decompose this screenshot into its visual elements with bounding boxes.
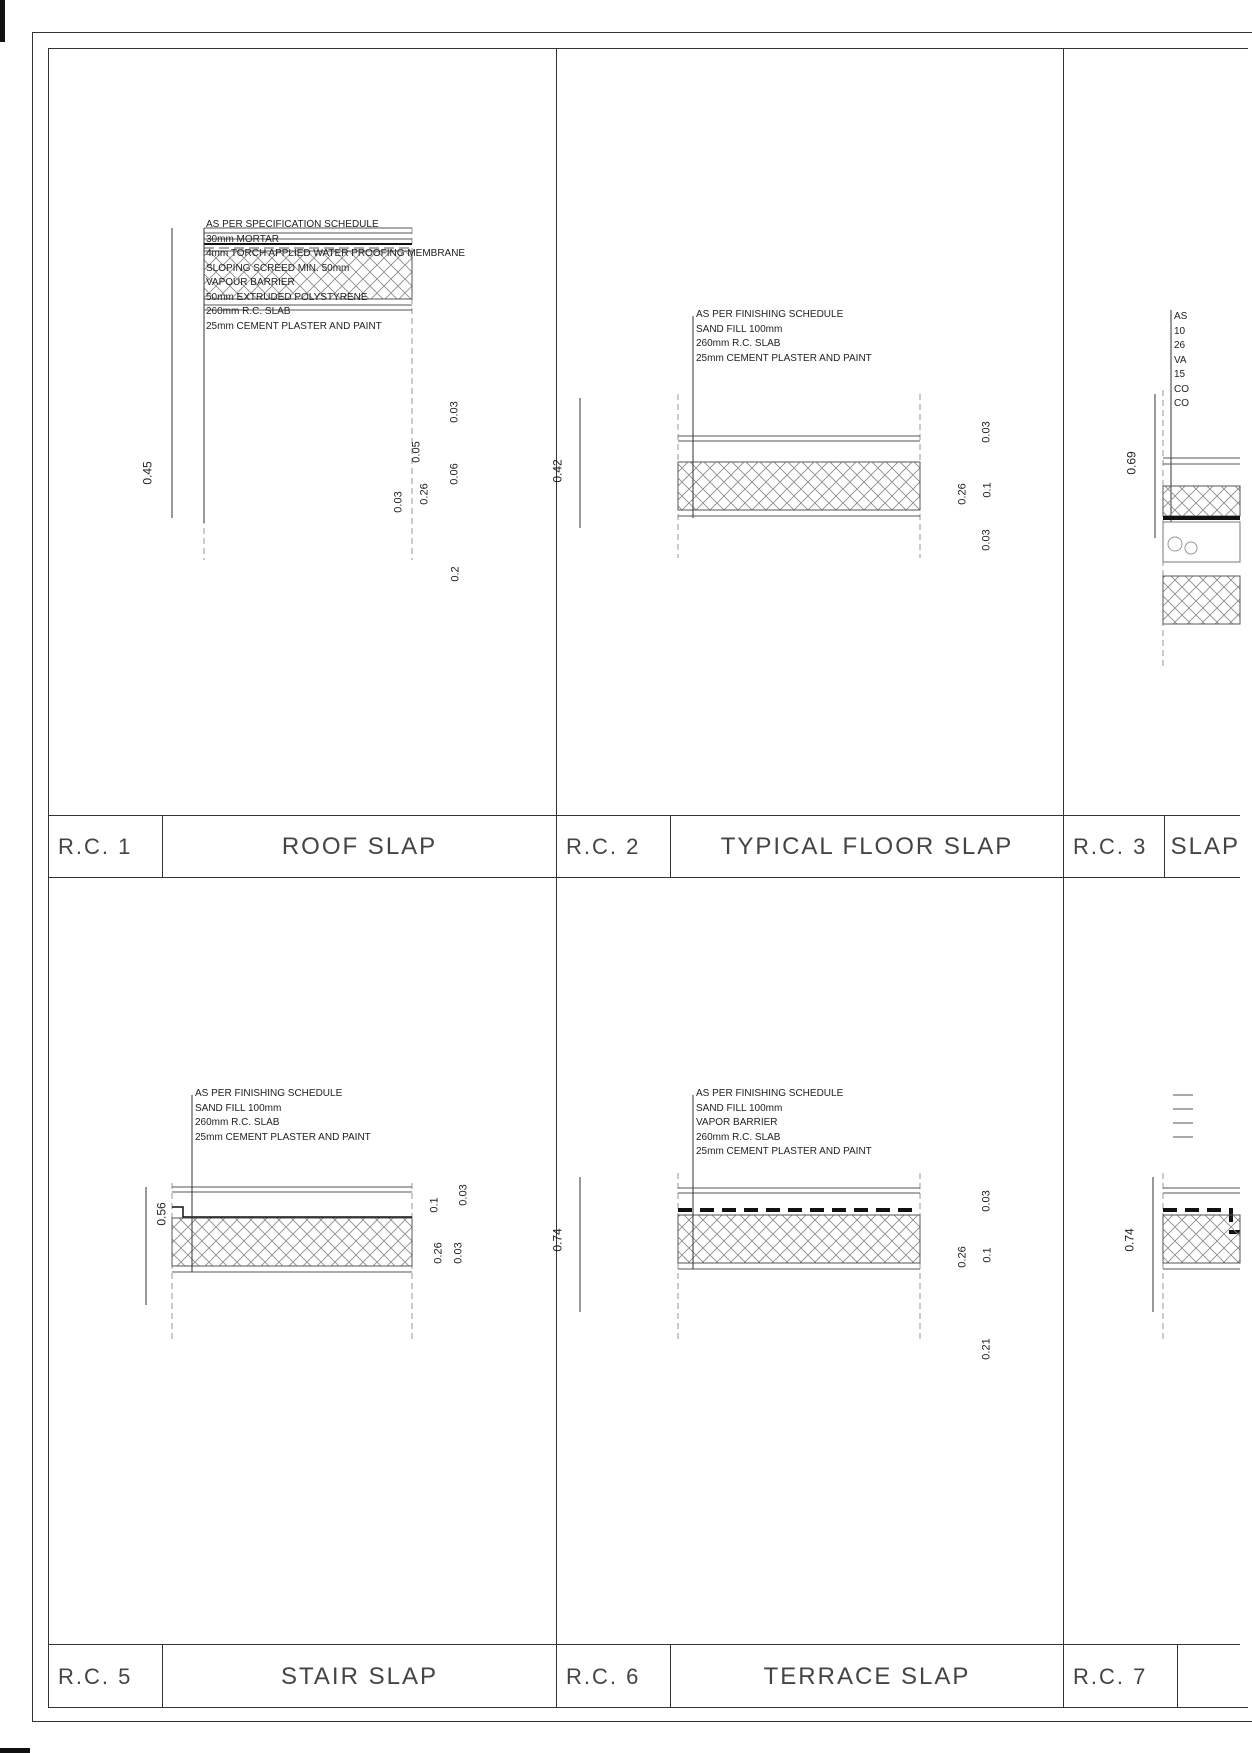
layer-callouts	[696, 308, 872, 366]
dimension-label: 0.26	[956, 483, 969, 505]
dimension-label: 0.06	[448, 463, 461, 485]
section-title: ROOF SLAP	[281, 832, 438, 860]
layer-label: AS PER FINISHING SCHEDULE	[696, 309, 844, 320]
dimension-label: 0.03	[448, 401, 461, 423]
total-thickness: 0.56	[154, 1202, 169, 1226]
section-title: STAIR SLAP	[281, 1662, 438, 1690]
leader-lines	[48, 48, 556, 818]
dimension-label: 0.1	[981, 1247, 994, 1263]
detail-panel-rc1	[48, 48, 556, 877]
section-title-block	[1063, 1644, 1240, 1708]
section-title	[1178, 1645, 1240, 1708]
layer-label: 25mm CEMENT PLASTER AND PAINT	[206, 320, 382, 332]
layer-label: CO	[1174, 398, 1189, 409]
dimension-label: 0.05	[410, 441, 423, 463]
layer-label: 50mm EXTRUDED POLYSTYRENE	[206, 291, 368, 303]
layer-callouts	[696, 1087, 872, 1160]
layer-label: 25mm CEMENT PLASTER AND PAINT	[696, 1146, 872, 1157]
layer-label: SAND FILL 100mm	[696, 323, 783, 335]
dimension-label: 0.1	[981, 482, 994, 498]
total-thickness: 0.74	[1122, 1228, 1137, 1252]
section-drawing	[1063, 877, 1240, 1647]
detail-panel-rc7	[1063, 877, 1240, 1708]
layer-label: 260mm R.C. SLAB	[696, 338, 781, 349]
section-code: R.C. 6	[556, 1645, 671, 1708]
layer-label: 10	[1174, 325, 1186, 337]
layer-label: AS PER FINISHING SCHEDULE	[195, 1088, 343, 1099]
dimension-label: 0.26	[432, 1242, 445, 1264]
section-title-block	[1063, 815, 1240, 877]
section-title-block	[48, 815, 556, 877]
layer-label: 4mm TORCH APPLIED WATER PROOFING MEMBRANE	[206, 248, 466, 259]
section-title: SLAP	[1170, 832, 1240, 860]
total-thickness: 0.69	[1124, 451, 1139, 475]
layer-label: 260mm R.C. SLAB	[206, 306, 291, 317]
section-title-block	[556, 1644, 1063, 1708]
detail-panel-rc5	[48, 877, 556, 1708]
total-thickness: 0.45	[140, 461, 155, 485]
layer-label: 26	[1174, 340, 1186, 351]
section-drawing	[1063, 48, 1240, 818]
sheet-edge-mark	[0, 0, 5, 42]
detail-panel-rc6	[550, 877, 1063, 1708]
layer-label: AS PER FINISHING SCHEDULE	[696, 1088, 844, 1099]
section-code: R.C. 7	[1063, 1645, 1178, 1708]
layer-label: AS	[1174, 311, 1188, 322]
dimension-label: 0.03	[980, 421, 993, 443]
detail-panel-rc2	[550, 48, 1063, 877]
layer-callouts	[195, 1087, 371, 1145]
layer-label: VA	[1174, 354, 1187, 366]
section-code: R.C. 1	[48, 816, 163, 877]
total-thickness: 0.42	[550, 459, 565, 483]
layer-label: VAPOUR BARRIER	[206, 277, 295, 288]
layer-label: CO	[1174, 383, 1189, 395]
detail-panel-rc3	[1063, 48, 1240, 877]
dimension-label: 0.26	[956, 1246, 969, 1268]
section-title: TERRACE SLAP	[763, 1662, 971, 1690]
dimension-label: 0.1	[428, 1197, 441, 1213]
layer-label: 260mm R.C. SLAB	[696, 1131, 781, 1143]
dimension-label: 0.03	[980, 1190, 993, 1212]
section-code: R.C. 5	[48, 1645, 163, 1708]
section-title: TYPICAL FLOOR SLAP	[720, 832, 1014, 860]
layer-label: 260mm R.C. SLAB	[195, 1117, 280, 1128]
layer-label: 25mm CEMENT PLASTER AND PAINT	[195, 1131, 371, 1143]
layer-label: 25mm CEMENT PLASTER AND PAINT	[696, 352, 872, 364]
layer-label: 15	[1174, 369, 1186, 380]
dimension-label: 0.03	[457, 1184, 470, 1206]
layer-label: AS PER SPECIFICATION SCHEDULE	[206, 219, 379, 230]
layer-callouts	[1174, 310, 1189, 412]
section-title-block	[556, 815, 1063, 877]
total-thickness: 0.74	[550, 1228, 565, 1252]
dimension-label: 0.26	[418, 483, 431, 505]
dimension-label: 0.03	[980, 529, 993, 551]
section-code: R.C. 2	[556, 816, 671, 877]
dimension-label: 0.2	[449, 566, 462, 582]
layer-label: SAND FILL 100mm	[696, 1102, 783, 1114]
dimension-label: 0.03	[452, 1242, 465, 1264]
section-title-block	[48, 1644, 556, 1708]
dimension-label: 0.21	[980, 1338, 993, 1360]
section-drawing	[48, 877, 556, 1647]
dimension-label: 0.03	[392, 491, 405, 513]
layer-label: VAPOR BARRIER	[696, 1117, 778, 1128]
layer-callouts	[206, 218, 465, 334]
layer-label: SLOPING SCREED MIN. 50mm	[206, 262, 350, 274]
layer-label: 30mm MORTAR	[206, 233, 279, 245]
layer-label: SAND FILL 100mm	[195, 1102, 282, 1114]
section-code: R.C. 3	[1063, 816, 1165, 877]
sheet-edge-mark	[0, 1748, 30, 1753]
